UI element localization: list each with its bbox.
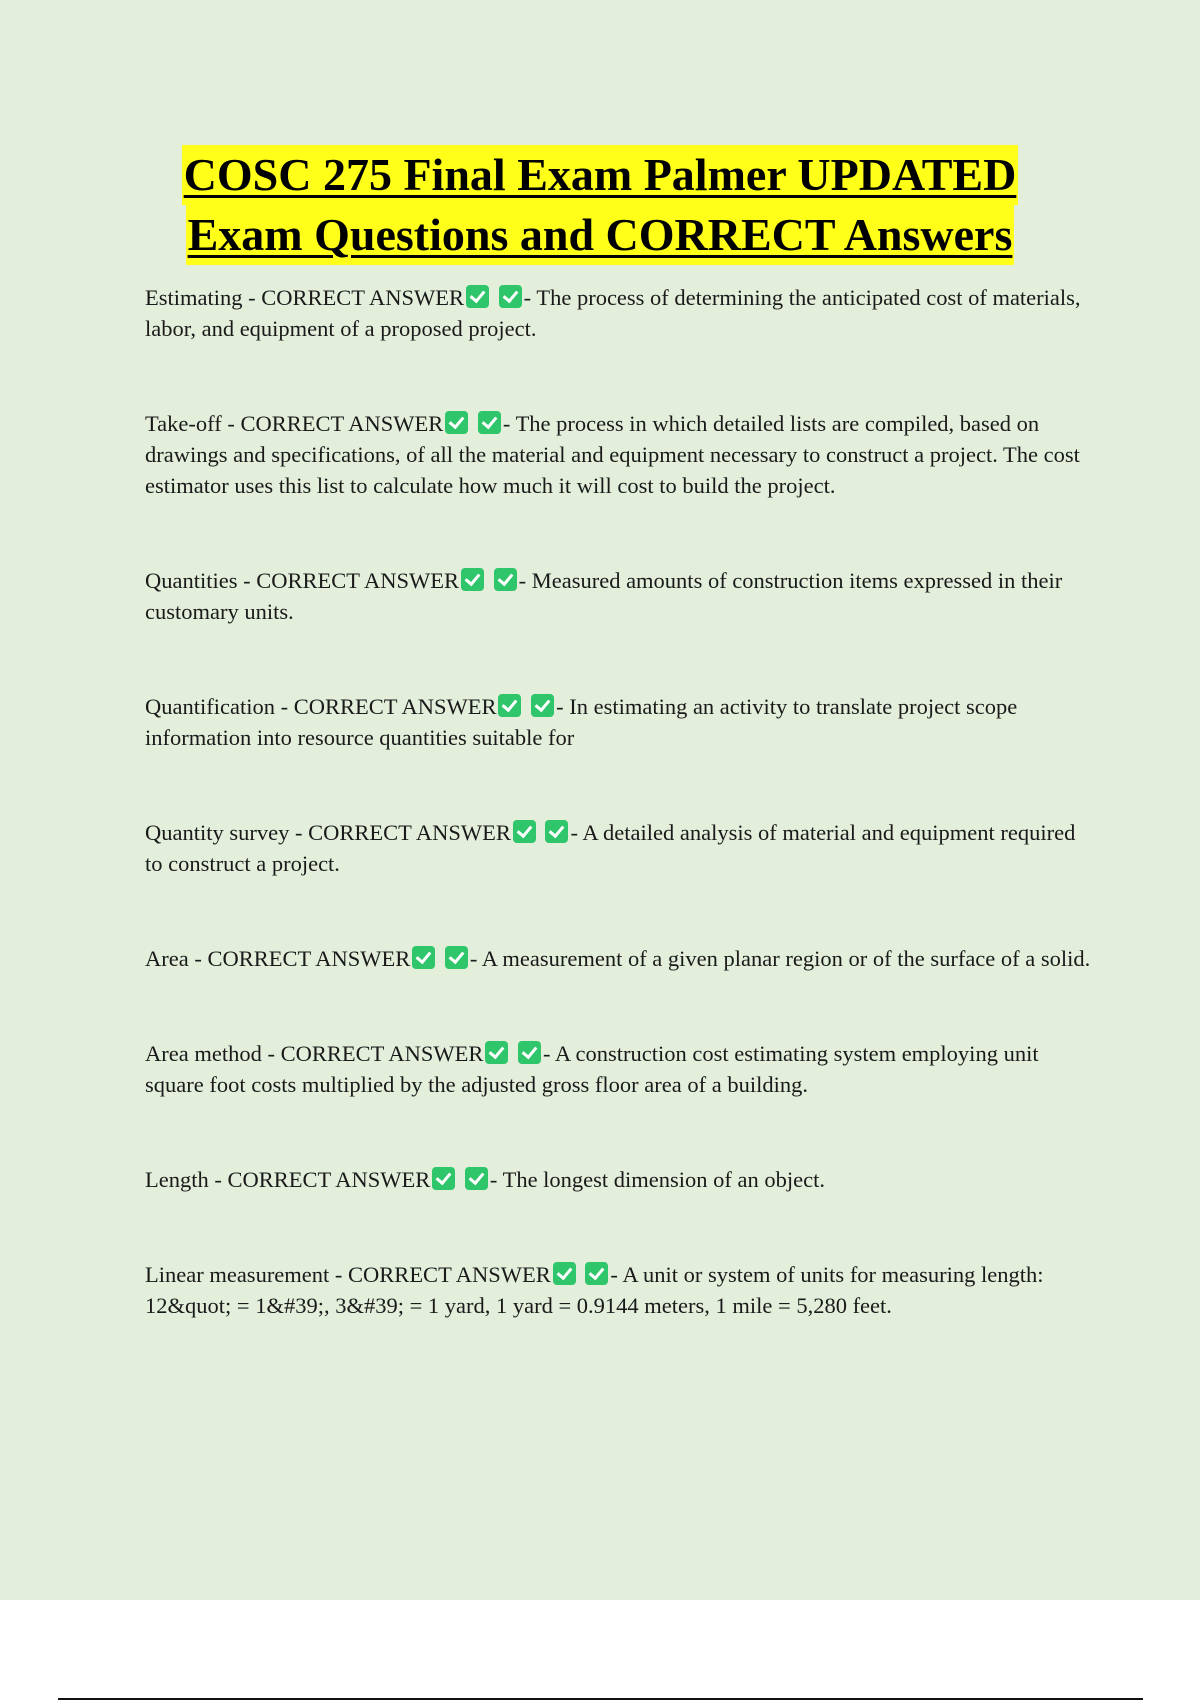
qa-entry-quantities: Quantities - CORRECT ANSWER - Measured amounts of construction items expressed in their customary units. [145, 568, 1063, 624]
title-line-1: COSC 275 Final Exam Palmer UPDATED [182, 145, 1019, 205]
check-box-icon [585, 1262, 608, 1285]
answer-marker: CORRECT ANSWER [227, 1167, 431, 1192]
entry-term: Estimating [145, 285, 243, 310]
answer-marker: CORRECT ANSWER [348, 1262, 551, 1287]
entry-term: Quantity survey [145, 820, 290, 845]
entry-definition: A detailed analysis of material and equipment required to construct a project. [145, 820, 1076, 876]
entry-definition: A measurement of a given planar region or of the surface of a solid. [481, 946, 1091, 971]
check-box-icon [432, 1167, 455, 1190]
check-box-icon [445, 946, 468, 969]
answer-marker: CORRECT ANSWER [240, 411, 444, 436]
check-box-icon [466, 285, 489, 308]
entry-term: Take-off [145, 411, 222, 436]
qa-entry-take-off: Take-off - CORRECT ANSWER - The process in which detailed lists are compiled, based on drawings and specifications, of all the material and equipment necessary to construct a project. The cost estimator uses this list to calculate how much it will cost to build the project. [145, 411, 1080, 498]
title-line-2: Exam Questions and CORRECT Answers [186, 205, 1015, 265]
entry-term: Area [145, 946, 189, 971]
entry-definition: The process of determining the anticipated cost of materials, labor, and equipment of a proposed project. [145, 285, 1081, 341]
entry-term: Quantification [145, 694, 275, 719]
check-box-icon [465, 1167, 488, 1190]
entry-term: Quantities [145, 568, 238, 593]
entry-definition: The process in which detailed lists are compiled, based on drawings and specifications, of all the material and equipment necessary to construct a project. The cost estimator uses this list to calculate how much it will cost to build the project. [145, 411, 1080, 498]
entry-definition: A unit or system of units for measuring length: 12&quot; = 1&#39;, 3&#39; = 1 yard, 1 yard = 0.9144 meters, 1 mile = 5,280 feet. [145, 1262, 1044, 1318]
qa-entry-area: Area - CORRECT ANSWER - A measurement of a given planar region or of the surface of a solid. [145, 946, 1091, 971]
answer-marker: CORRECT ANSWER [293, 694, 497, 719]
check-box-icon [545, 820, 568, 843]
qa-entry-length: Length - CORRECT ANSWER - The longest dimension of an object. [145, 1167, 826, 1192]
check-box-icon [518, 1041, 541, 1064]
entry-term: Length [145, 1167, 209, 1192]
check-box-icon [499, 285, 522, 308]
check-box-icon [498, 694, 521, 717]
answer-marker: CORRECT ANSWER [280, 1041, 484, 1066]
answer-marker: CORRECT ANSWER [207, 946, 411, 971]
answer-marker: CORRECT ANSWER [256, 568, 459, 593]
entry-definition: Measured amounts of construction items expressed in their customary units. [145, 568, 1063, 624]
qa-entry-area-method: Area method - CORRECT ANSWER - A construction cost estimating system employing unit square foot costs multiplied by the adjusted gross floor area of a building. [145, 1041, 1039, 1097]
qa-entry-quantity-survey: Quantity survey - CORRECT ANSWER - A detailed analysis of material and equipment required to construct a project. [145, 820, 1076, 876]
check-box-icon [531, 694, 554, 717]
answer-marker: CORRECT ANSWER [261, 285, 464, 310]
entry-definition: A construction cost estimating system employing unit square foot costs multiplied by the adjusted gross floor area of a building. [145, 1041, 1039, 1097]
check-box-icon [494, 568, 517, 591]
qa-entry-estimating: Estimating - CORRECT ANSWER - The process of determining the anticipated cost of materials, labor, and equipment of a proposed project. [145, 285, 1081, 341]
qa-entry-linear-measurement: Linear measurement - CORRECT ANSWER - A unit or system of units for measuring length: 12&quot; = 1&#39;, 3&#39; = 1 yard, 1 yard = 0.9144 meters, 1 mile = 5,280 feet. [145, 1262, 1044, 1318]
qa-list [145, 282, 1095, 1321]
check-box-icon [513, 820, 536, 843]
entry-definition: In estimating an activity to translate project scope information into resource quantities suitable for [145, 694, 1018, 750]
check-box-icon [445, 411, 468, 434]
document-title [0, 145, 1200, 265]
entry-definition: The longest dimension of an object. [502, 1167, 826, 1192]
answer-marker: CORRECT ANSWER [308, 820, 511, 845]
check-box-icon [461, 568, 484, 591]
qa-entry-quantification: Quantification - CORRECT ANSWER - In estimating an activity to translate project scope information into resource quantities suitable for [145, 694, 1018, 750]
check-box-icon [412, 946, 435, 969]
check-box-icon [553, 1262, 576, 1285]
entry-term: Area method [145, 1041, 262, 1066]
check-box-icon [478, 411, 501, 434]
entry-term: Linear measurement [145, 1262, 330, 1287]
check-box-icon [485, 1041, 508, 1064]
